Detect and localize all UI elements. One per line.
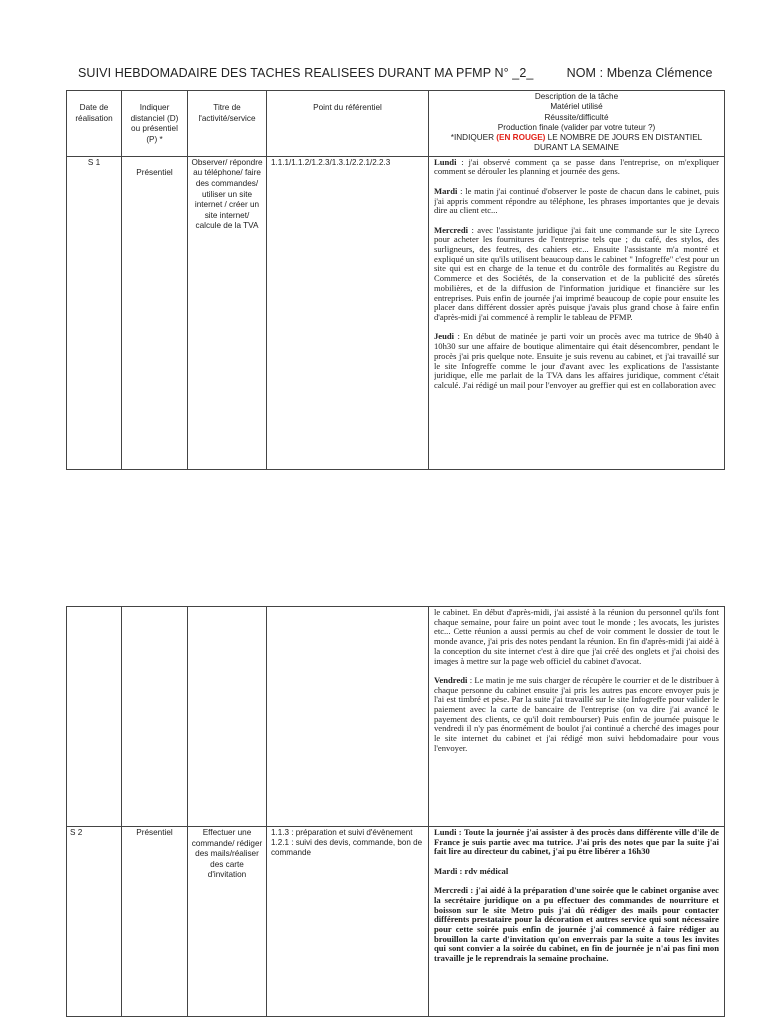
cell-ref: 1.1.3 : préparation et suivi d'évènement 1.2.1 : suivi des devis, commande, bon de commande xyxy=(267,827,429,1017)
cell-activity: Observer/ répondre au téléphone/ faire des commandes/ utiliser un site internet / créer un site internet/ calcule de la TVA xyxy=(188,156,267,469)
title-left: SUIVI HEBDOMADAIRE DES TACHES REALISEES DURANT MA PFMP N° _2_ xyxy=(78,66,534,80)
table-row xyxy=(67,827,725,1017)
table-row xyxy=(67,607,725,827)
cell-ref: 1.1.1/1.1.2/1.2.3/1.3.1/2.2.1/2.2.3 xyxy=(267,156,429,469)
header-ref: Point du référentiel xyxy=(267,91,429,157)
cell-description: Lundi : Toute la journée j'ai assister à des procès dans différente ville d'ile de France je suis partie avec ma tutrice. J'ai pris des notes que par la suite j'ai fait lire au directeur du cabinet, j'ai pu être libérer a 16h30 Mardi : rdv médical Mercredi : j'ai aidé à la préparation d'une soirée que le cabinet organise avec la secrétaire juridique on a pu effectuer des commandes de nourriture et boisson sur le site Metro puis j'ai dû rédiger des mails pour contacter différents prestataire pour la décoration et autres service qui sont nécessaire pour cette soirée puis enfin de journée j'ai commencé à faire rédiger au brouillon la carte d'invitation qu'on enverrais par la suite a tous les invites qui sont convier a la soirée du cabinet, en fin de journée je n'ai pas fini mon travaille je le reprendrais la semaine prochaine. xyxy=(429,827,725,1017)
cell-date: S 2 xyxy=(67,827,122,1017)
header-title: Titre de l'activité/service xyxy=(188,91,267,157)
cell-description-continued: le cabinet. En début d'après-midi, j'ai assisté à la réunion du personnel qu'ils font chaque semaine, pour faire un point avec tout le monde ; les avocats, les juristes etc... Cette réunion a aussi permis au chef de voir comment le dossier de tout le monde avance, j'ai pris des notes pendant la réunion. En fin d'après-midi j'ai aidé à la conception du site internet c'est à dire que j'ai créé des onglets et j'ai choisi des images à mettre sur la page web officiel du cabinet d'avocat. Vendredi : Le matin je me suis charger de récupère le courrier et de le distribuer à chaque personne du cabinet ensuite j'ai pris les autres pas encore envoyer puis je l'ai est timbré et pèse. Par la suite j'ai travaillé sur le site Infogreffe pour valider le paiement avec la carte de bancaire de l'entreprise (on va dire j'ai avancé le payement des clients, ce qu'il doit rembourser) Puis enfin de journée puisque le vendredi il n'y pas énormément de boulot j'ai continué a cherché des images pour le site internet du cabinet et j'ai rédigé mon suivi hebdomadaire pour vous l'envoyer. xyxy=(429,607,725,827)
header-date: Date de réalisation xyxy=(67,91,122,157)
cell-description: Lundi : j'ai observé comment ça se passe dans l'entreprise, on m'expliquer comment se dérouler les planning et journée des gens. Mardi : le matin j'ai continué d'observer le poste de chacun dans le cabinet, puis j'ai appris comment répondre au téléphone, les phrases importantes que je devais dire au client etc... Mercredi : avec l'assistante juridique j'ai fait une commande sur le site Lyreco pour acheter les fournitures de l'entreprise tels que ; du café, des stylos, des surligneurs, des feutres, des cahiers etc... Ensuite l'assistante m'a montré et expliqué un site qu'ils utilisent beaucoup dans le cabinet " Infogreffe" c'est pour un site qui est en charge de la tenue et du contrôle des formalités au Registre du Commerce et des Sociétés, de la conservation et de la publicité des sûretés mobilières, et de la diffusion de l'information juridique et financière sur les entreprises. Puis enfin de journée j'ai imprimé beaucoup de copie pour ensuite les placer dans différent dossier après puisque j'avais plus grand chose à faire enfin d'après-midi j'ai commencé à remplir le tableau de PFMP. Jeudi : En début de matinée je parti voir un procès avec ma tutrice de 9h40 à 10h30 sur une affaire de boutique alimentaire qui était désencombrer, pendant le procès j'ai pris quelque note. Ensuite je suis revenu au cabinet, et j'ai travaillé sur le site Infogreffe comme le jour d'avant avec les explications de l'assistante juridique, elle me parlait de la TVA dans les affaires juridique, comment c'était calculé. J'ai rédigé un mail pour l'envoyer au greffier qui est en collaboration avec xyxy=(429,156,725,469)
page-title xyxy=(78,66,713,80)
cell-mode: Présentiel xyxy=(122,827,188,1017)
table-row xyxy=(67,156,725,469)
cell-mode: Présentiel xyxy=(122,156,188,469)
red-note: (EN ROUGE) xyxy=(496,133,546,143)
title-name: NOM : Mbenza Clémence xyxy=(566,66,713,80)
task-table-page2 xyxy=(66,606,725,1017)
header-description: Description de la tâche Matériel utilisé Réussite/difficulté Production finale (valider par votre tuteur ?) *INDIQUER (EN ROUGE) LE NOMBRE DE JOURS EN DISTANTIEL DURANT LA SEMAINE xyxy=(429,91,725,157)
table-header-row xyxy=(67,91,725,157)
cell-activity: Effectuer une commande/ rédiger des mails/réaliser des carte d'invitation xyxy=(188,827,267,1017)
task-table-page1 xyxy=(66,90,725,470)
header-mode: Indiquer distanciel (D) ou présentiel (P) * xyxy=(122,91,188,157)
cell-date: S 1 xyxy=(67,156,122,469)
